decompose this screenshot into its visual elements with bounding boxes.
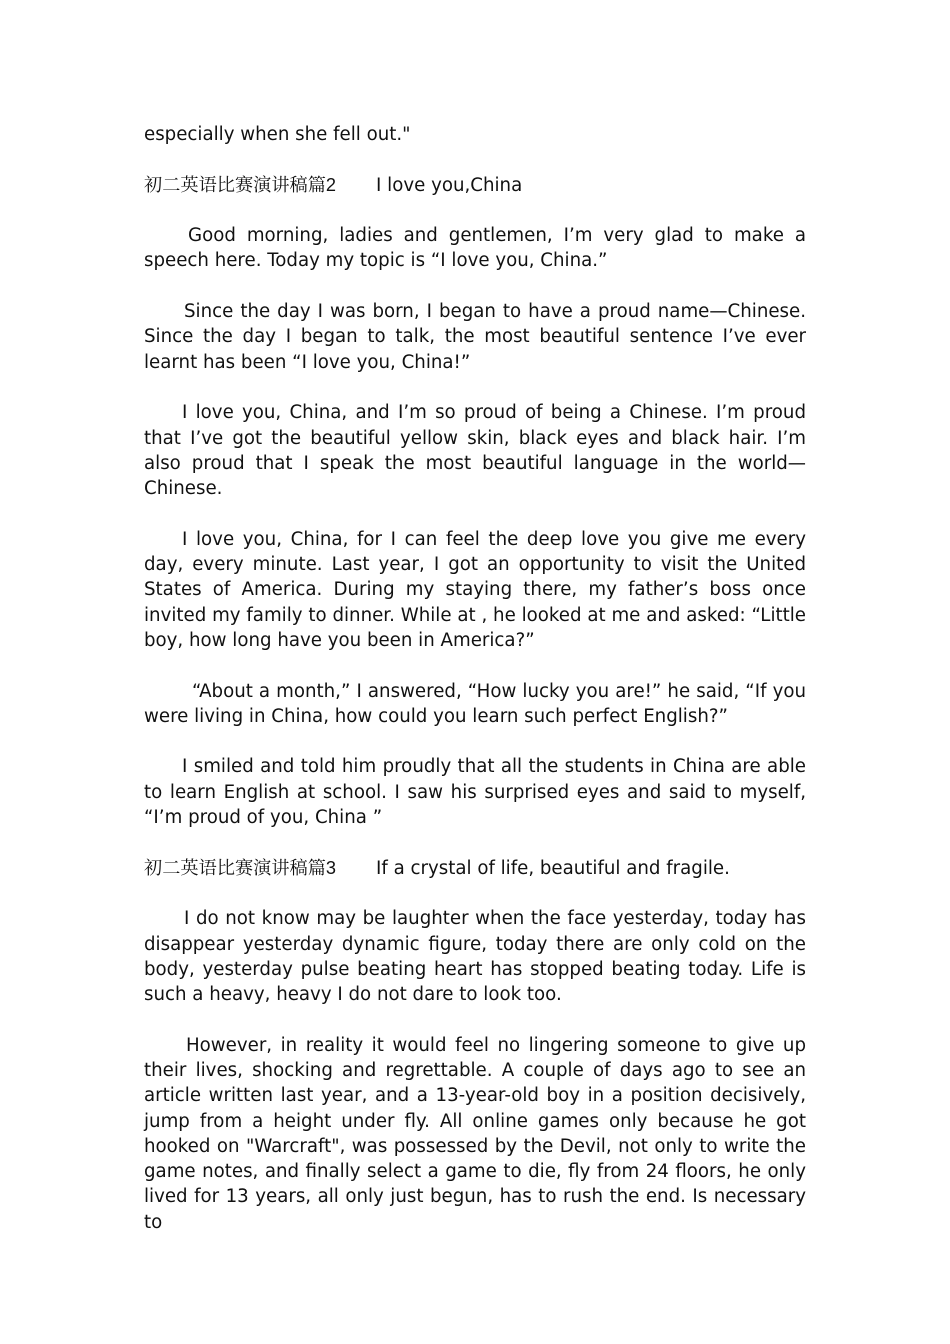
continuation-line: especially when she fell out.": [144, 124, 411, 145]
section-number: 2: [325, 174, 337, 195]
section-title: If a crystal of life, beautiful and fragile.: [376, 857, 730, 879]
section-title: I love you,China: [376, 174, 523, 196]
paragraph-deep-love: I love you, China, for I can feel the deep love you give me every day, every minute. Last year, I got an opportunity to visit the United States of America. During my staying there, my father’s boss once invited my family to dinner. While at , he looked at me and asked: “Little boy, how long have you been in America?”: [144, 528, 806, 651]
document-page: [144, 122, 806, 1233]
paragraph-about-a-month: “About a month,” I answered, “How lucky you are!” he said, “If you were living in China, how could you learn such perfect English?”: [144, 680, 806, 727]
section-heading-label: 初二英语比赛演讲稿篇: [144, 857, 326, 879]
paragraph-proud-chinese: I love you, China, and I’m so proud of being a Chinese. I’m proud that I’ve got the beautiful yellow skin, black eyes and black hair. I’m also proud that I speak the most beautiful language in the world—Chinese.: [144, 402, 806, 500]
section-heading-2: [144, 173, 806, 198]
paragraph-greeting: Good morning, ladies and gentlemen, I’m very glad to make a speech here. Today my topic is “I love you, China.”: [144, 225, 806, 272]
section-heading-3: [144, 856, 806, 881]
paragraph-smiled: I smiled and told him proudly that all the students in China are able to learn English at school. I saw his surprised eyes and said to myself, “I’m proud of you, China ”: [144, 756, 806, 829]
paragraph-laughter: I do not know may be laughter when the face yesterday, today has disappear yesterday dynamic figure, today there are only cold on the body, yesterday pulse beating heart has stopped beating today. Life is such a heavy, heavy I do not dare to look too.: [144, 908, 806, 1006]
paragraph-however: However, in reality it would feel no lingering someone to give up their lives, shocking and regrettable. A couple of days ago to see an article written last year, and a 13-year-old boy in a position decisively, jump from a height under fly. All online games only because he got hooked on "Warcraft", was possessed by the Devil, not only to write the game notes, and finally select a game to die, fly from 24 floors, he only lived for 13 years, all only just begun, has to rush the end. Is necessary to: [144, 1034, 806, 1233]
section-heading-label: 初二英语比赛演讲稿篇: [144, 174, 326, 196]
paragraph-proud-name: Since the day I was born, I began to have a proud name—Chinese. Since the day I began to talk, the most beautiful sentence I’ve ever learnt has been “I love you, China!”: [144, 301, 806, 373]
section-number: 3: [325, 857, 337, 878]
